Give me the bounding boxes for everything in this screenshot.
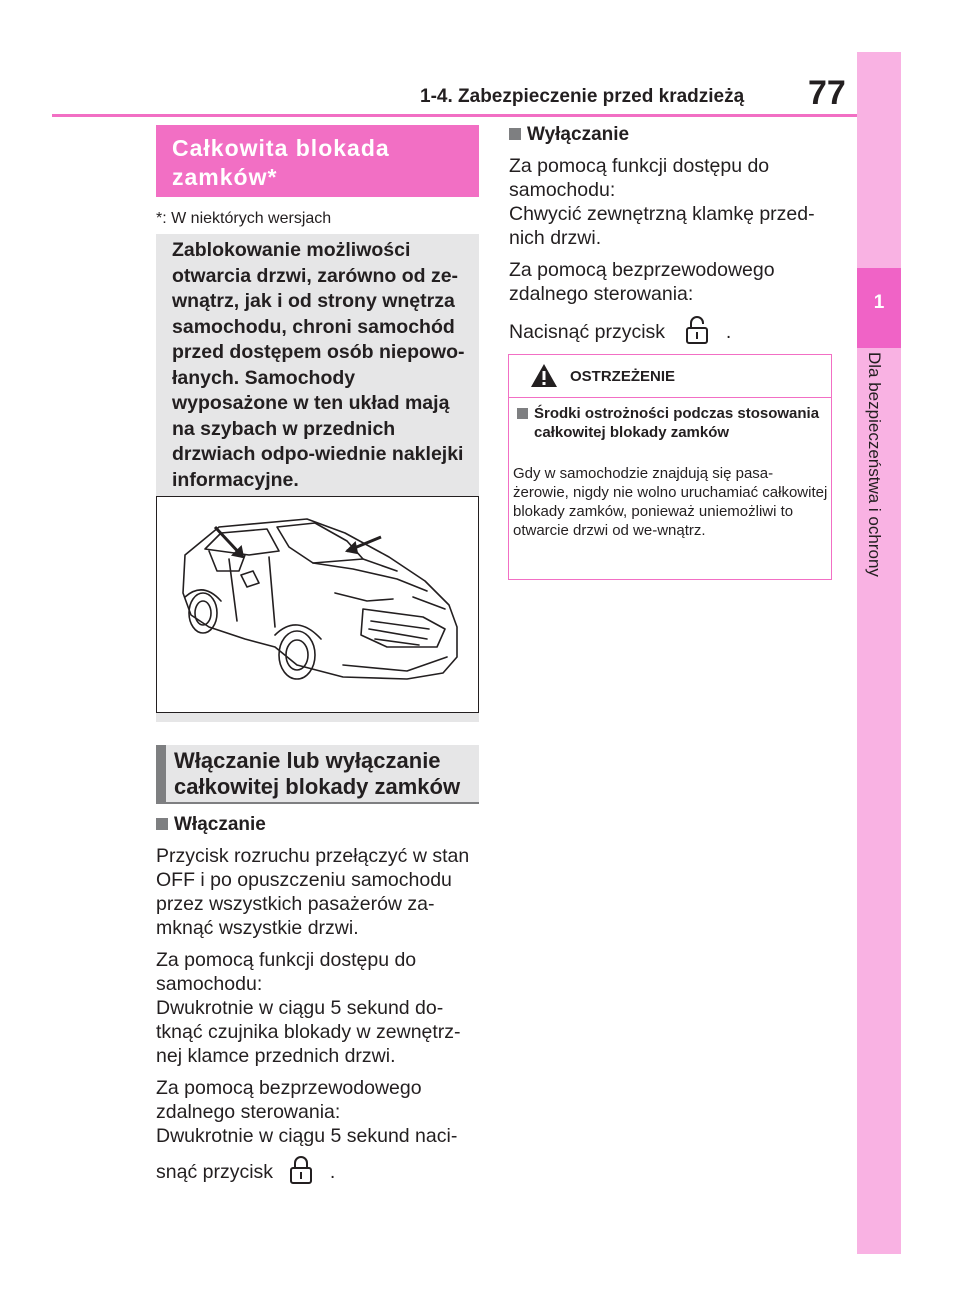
disable-paragraph-1a: Za pomocą funkcji dostępu do samochodu: (509, 155, 770, 201)
enable-paragraph-3a: Za pomocą bezprzewodowego zdalnego sterowania: (156, 1077, 422, 1123)
enable-press-text: snąć przycisk (156, 1161, 274, 1184)
section-title: Całkowita blokada zamków* (172, 135, 390, 190)
disable-paragraph-2a: Za pomocą bezprzewodowego zdalnego sterowania: (509, 259, 775, 305)
disable-heading-label: Wyłączanie (527, 124, 630, 145)
warning-body: Gdy w samochodzie znajdują się pasa-żerowie, nigdy nie wolno uruchamiać całkowitej blokady zamków, ponieważ uniemożliwi to otwarcie drzwi od we-wnątrz. (513, 465, 828, 539)
unlock-icon (684, 314, 710, 352)
enable-paragraph-2b: Dwukrotnie w ciągu 5 sekund do-tknąć czujnika blokady w zewnętrz-nej klamce przednich drzwi. (156, 997, 461, 1067)
bullet-square-icon (509, 128, 521, 140)
header-rule (52, 114, 858, 117)
running-header: 1-4. Zabezpieczenie przed kradzieżą (420, 86, 745, 107)
vehicle-illustration (156, 496, 479, 713)
lock-icon (288, 1154, 314, 1192)
chapter-side-tab (857, 52, 901, 1254)
subsection-title: Włączanie lub wyłączanie całkowitej blokady zamków (174, 748, 461, 799)
disable-paragraph-1b: Chwycić zewnętrzną klamkę przed-nich drzwi. (509, 203, 815, 249)
warning-subheading-text: Środki ostrożności podczas stosowania całkowitej blokady zamków (534, 405, 820, 441)
subsection-heading-bar (156, 745, 166, 804)
enable-paragraph-3b: Dwukrotnie w ciągu 5 sekund naci- (156, 1125, 458, 1147)
enable-paragraph-1: Przycisk rozruchu przełączyć w stan OFF i po opuszczeniu samochodu przez wszystkich pasażerów za-mknąć wszystkie drzwi. (156, 845, 470, 939)
suv-drawing (157, 497, 478, 712)
disable-paragraph-2b-line (509, 314, 839, 352)
chapter-label: Dla bezpieczeństwa i ochrony (865, 352, 884, 577)
disable-block (509, 124, 839, 352)
page-number: 77 (808, 74, 846, 112)
disable-period: . (725, 321, 732, 344)
warning-title: OSTRZEŻENIE (570, 368, 676, 385)
disable-heading (509, 124, 839, 146)
enable-heading (156, 814, 486, 836)
disable-press-text: Nacisnąć przycisk (509, 321, 666, 344)
intro-text: Zablokowanie możliwości otwarcia drzwi, zarówno od ze-wnątrz, jak i od strony wnętrza samochodu, chroni samochód przed dostępem osób niepowo-łanych. Samochody wyposażone w ten układ mają na szybach w przednich drzwiach odpo-wiednie naklejki informacyjne. (172, 239, 465, 491)
enable-paragraph-2a: Za pomocą funkcji dostępu do samochodu: (156, 949, 417, 995)
footnote: *: W niektórych wersjach (156, 210, 332, 227)
bullet-square-icon (517, 408, 528, 419)
chapter-number: 1 (873, 292, 885, 313)
enable-paragraph-3c-line (156, 1154, 486, 1192)
bullet-square-icon (156, 818, 168, 830)
enable-period: . (329, 1161, 336, 1184)
warning-triangle-icon (529, 362, 559, 394)
enable-heading-label: Włączanie (174, 814, 266, 835)
enable-block (156, 814, 486, 1192)
warning-subheading (517, 404, 827, 442)
